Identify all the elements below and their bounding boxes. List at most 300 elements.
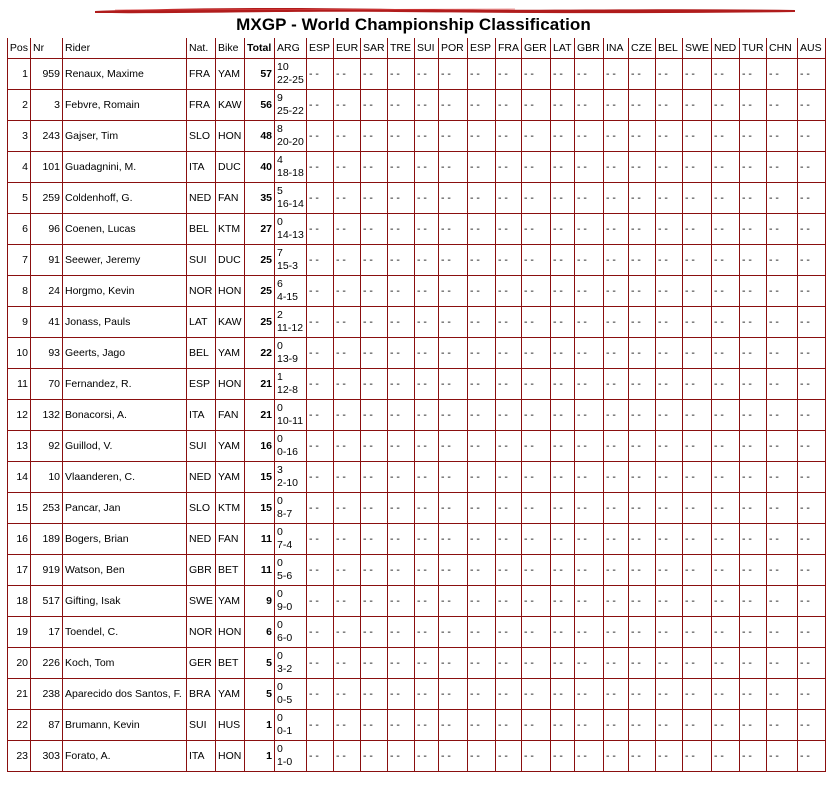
cell-gp-empty: - - bbox=[629, 586, 656, 617]
cell-total: 9 bbox=[245, 586, 275, 617]
col-header-gp[interactable]: SUI bbox=[415, 38, 439, 59]
cell-gp-empty: - - bbox=[575, 524, 604, 555]
cell-gp-empty: - - bbox=[307, 555, 334, 586]
cell-gp-empty: - - bbox=[683, 400, 712, 431]
cell-bike: KAW bbox=[216, 307, 245, 338]
arg-points: 8 bbox=[277, 123, 283, 135]
cell-bike: DUC bbox=[216, 245, 245, 276]
cell-gp-empty: - - bbox=[767, 555, 798, 586]
col-header-gp[interactable]: POR bbox=[439, 38, 468, 59]
cell-gp-empty: - - bbox=[575, 152, 604, 183]
col-header-gp[interactable]: SWE bbox=[683, 38, 712, 59]
cell-gp-empty: - - bbox=[767, 400, 798, 431]
cell-gp-empty: - - bbox=[388, 648, 415, 679]
cell-gp-empty: - - bbox=[604, 338, 629, 369]
cell-bike: HON bbox=[216, 276, 245, 307]
cell-gp-empty: - - bbox=[496, 276, 522, 307]
cell-gp-empty: - - bbox=[439, 276, 468, 307]
cell-gp-empty: - - bbox=[496, 617, 522, 648]
cell-gp-empty: - - bbox=[468, 555, 496, 586]
cell-gp-empty: - - bbox=[415, 586, 439, 617]
cell-pos: 23 bbox=[8, 741, 31, 772]
arg-points: 2 bbox=[277, 309, 283, 321]
cell-gp-empty: - - bbox=[468, 648, 496, 679]
cell-nat: NOR bbox=[187, 276, 216, 307]
cell-arg-result bbox=[275, 648, 307, 679]
cell-gp-empty: - - bbox=[629, 183, 656, 214]
cell-nat: NOR bbox=[187, 617, 216, 648]
col-header-gp[interactable]: INA bbox=[604, 38, 629, 59]
cell-nr: 70 bbox=[31, 369, 63, 400]
cell-gp-empty: - - bbox=[496, 431, 522, 462]
cell-gp-empty: - - bbox=[361, 121, 388, 152]
cell-total: 25 bbox=[245, 245, 275, 276]
table-row[interactable] bbox=[8, 121, 826, 152]
cell-gp-empty: - - bbox=[683, 462, 712, 493]
cell-gp-empty: - - bbox=[496, 679, 522, 710]
table-row[interactable] bbox=[8, 493, 826, 524]
cell-nat: NED bbox=[187, 183, 216, 214]
cell-nr: 303 bbox=[31, 741, 63, 772]
cell-arg-result bbox=[275, 90, 307, 121]
cell-gp-empty: - - bbox=[604, 648, 629, 679]
cell-total: 48 bbox=[245, 121, 275, 152]
arg-points: 6 bbox=[277, 278, 283, 290]
table-row[interactable] bbox=[8, 90, 826, 121]
cell-gp-empty: - - bbox=[712, 214, 740, 245]
cell-nr: 243 bbox=[31, 121, 63, 152]
cell-gp-empty: - - bbox=[468, 338, 496, 369]
cell-bike: YAM bbox=[216, 59, 245, 90]
table-row[interactable] bbox=[8, 276, 826, 307]
cell-nr: 24 bbox=[31, 276, 63, 307]
cell-nr: 91 bbox=[31, 245, 63, 276]
cell-gp-empty: - - bbox=[468, 400, 496, 431]
cell-gp-empty: - - bbox=[575, 741, 604, 772]
cell-total: 11 bbox=[245, 555, 275, 586]
cell-gp-empty: - - bbox=[767, 431, 798, 462]
col-header-pos[interactable]: Pos bbox=[8, 38, 31, 59]
col-header-gp[interactable]: CHN bbox=[767, 38, 798, 59]
table-row[interactable] bbox=[8, 245, 826, 276]
cell-gp-empty: - - bbox=[439, 338, 468, 369]
cell-gp-empty: - - bbox=[712, 152, 740, 183]
cell-gp-empty: - - bbox=[767, 741, 798, 772]
cell-gp-empty: - - bbox=[334, 741, 361, 772]
arg-points: 0 bbox=[277, 340, 283, 352]
cell-total: 35 bbox=[245, 183, 275, 214]
cell-gp-empty: - - bbox=[415, 493, 439, 524]
cell-gp-empty: - - bbox=[415, 400, 439, 431]
cell-gp-empty: - - bbox=[798, 276, 826, 307]
arg-race-results: 16-14 bbox=[277, 198, 304, 210]
cell-nr: 259 bbox=[31, 183, 63, 214]
cell-gp-empty: - - bbox=[415, 338, 439, 369]
cell-gp-empty: - - bbox=[798, 400, 826, 431]
arg-race-results: 25-22 bbox=[277, 105, 304, 117]
cell-nr: 92 bbox=[31, 431, 63, 462]
cell-gp-empty: - - bbox=[496, 710, 522, 741]
cell-gp-empty: - - bbox=[683, 59, 712, 90]
cell-gp-empty: - - bbox=[307, 276, 334, 307]
cell-gp-empty: - - bbox=[740, 493, 767, 524]
table-row[interactable] bbox=[8, 400, 826, 431]
cell-gp-empty: - - bbox=[361, 307, 388, 338]
table-row[interactable] bbox=[8, 586, 826, 617]
cell-rider: Renaux, Maxime bbox=[63, 59, 187, 90]
cell-gp-empty: - - bbox=[656, 400, 683, 431]
col-header-gp[interactable]: ESP bbox=[468, 38, 496, 59]
cell-gp-empty: - - bbox=[683, 493, 712, 524]
cell-gp-empty: - - bbox=[496, 524, 522, 555]
cell-gp-empty: - - bbox=[415, 121, 439, 152]
cell-arg-result bbox=[275, 214, 307, 245]
arg-points: 0 bbox=[277, 681, 283, 693]
cell-gp-empty: - - bbox=[767, 90, 798, 121]
col-header-nat[interactable]: Nat. bbox=[187, 38, 216, 59]
cell-gp-empty: - - bbox=[683, 276, 712, 307]
cell-gp-empty: - - bbox=[740, 431, 767, 462]
cell-pos: 3 bbox=[8, 121, 31, 152]
cell-pos: 13 bbox=[8, 431, 31, 462]
cell-pos: 14 bbox=[8, 462, 31, 493]
cell-gp-empty: - - bbox=[522, 152, 551, 183]
cell-rider: Aparecido dos Santos, F. bbox=[63, 679, 187, 710]
cell-gp-empty: - - bbox=[740, 524, 767, 555]
cell-gp-empty: - - bbox=[683, 431, 712, 462]
cell-gp-empty: - - bbox=[361, 462, 388, 493]
cell-gp-empty: - - bbox=[575, 369, 604, 400]
cell-gp-empty: - - bbox=[683, 710, 712, 741]
cell-gp-empty: - - bbox=[656, 338, 683, 369]
cell-nat: ITA bbox=[187, 741, 216, 772]
col-header-gp[interactable]: BEL bbox=[656, 38, 683, 59]
cell-bike: YAM bbox=[216, 431, 245, 462]
cell-arg-result bbox=[275, 338, 307, 369]
cell-gp-empty: - - bbox=[496, 493, 522, 524]
cell-gp-empty: - - bbox=[522, 90, 551, 121]
cell-nat: SLO bbox=[187, 493, 216, 524]
cell-gp-empty: - - bbox=[522, 245, 551, 276]
cell-gp-empty: - - bbox=[712, 245, 740, 276]
cell-gp-empty: - - bbox=[496, 400, 522, 431]
cell-bike: YAM bbox=[216, 338, 245, 369]
cell-gp-empty: - - bbox=[522, 121, 551, 152]
cell-gp-empty: - - bbox=[334, 59, 361, 90]
cell-gp-empty: - - bbox=[656, 493, 683, 524]
cell-gp-empty: - - bbox=[307, 307, 334, 338]
table-row[interactable] bbox=[8, 710, 826, 741]
cell-gp-empty: - - bbox=[388, 493, 415, 524]
cell-gp-empty: - - bbox=[522, 710, 551, 741]
cell-rider: Coenen, Lucas bbox=[63, 214, 187, 245]
cell-gp-empty: - - bbox=[798, 586, 826, 617]
cell-gp-empty: - - bbox=[656, 121, 683, 152]
cell-gp-empty: - - bbox=[361, 741, 388, 772]
col-header-gp[interactable]: FRA bbox=[496, 38, 522, 59]
cell-gp-empty: - - bbox=[468, 524, 496, 555]
cell-gp-empty: - - bbox=[551, 183, 575, 214]
cell-gp-empty: - - bbox=[551, 214, 575, 245]
cell-gp-empty: - - bbox=[334, 617, 361, 648]
table-row[interactable] bbox=[8, 183, 826, 214]
cell-gp-empty: - - bbox=[361, 183, 388, 214]
cell-gp-empty: - - bbox=[307, 152, 334, 183]
cell-gp-empty: - - bbox=[740, 555, 767, 586]
cell-gp-empty: - - bbox=[656, 276, 683, 307]
col-header-total[interactable]: Total bbox=[245, 38, 275, 59]
cell-total: 15 bbox=[245, 462, 275, 493]
cell-nr: 919 bbox=[31, 555, 63, 586]
cell-gp-empty: - - bbox=[361, 59, 388, 90]
cell-gp-empty: - - bbox=[656, 90, 683, 121]
cell-pos: 21 bbox=[8, 679, 31, 710]
cell-gp-empty: - - bbox=[334, 555, 361, 586]
cell-gp-empty: - - bbox=[439, 524, 468, 555]
cell-total: 21 bbox=[245, 400, 275, 431]
cell-gp-empty: - - bbox=[604, 555, 629, 586]
cell-gp-empty: - - bbox=[575, 338, 604, 369]
cell-gp-empty: - - bbox=[767, 152, 798, 183]
arg-race-results: 13-9 bbox=[277, 353, 299, 365]
arg-race-results: 9-0 bbox=[277, 601, 293, 613]
cell-gp-empty: - - bbox=[629, 617, 656, 648]
col-header-gp[interactable]: EUR bbox=[334, 38, 361, 59]
cell-gp-empty: - - bbox=[388, 617, 415, 648]
cell-nr: 87 bbox=[31, 710, 63, 741]
arg-race-results: 7-4 bbox=[277, 539, 293, 551]
cell-gp-empty: - - bbox=[740, 245, 767, 276]
col-header-nr[interactable]: Nr bbox=[31, 38, 63, 59]
cell-arg-result bbox=[275, 121, 307, 152]
cell-gp-empty: - - bbox=[388, 245, 415, 276]
table-row[interactable] bbox=[8, 462, 826, 493]
cell-gp-empty: - - bbox=[683, 524, 712, 555]
cell-gp-empty: - - bbox=[629, 90, 656, 121]
cell-nat: SWE bbox=[187, 586, 216, 617]
col-header-gp[interactable]: GBR bbox=[575, 38, 604, 59]
cell-nat: GER bbox=[187, 648, 216, 679]
cell-gp-empty: - - bbox=[468, 493, 496, 524]
cell-gp-empty: - - bbox=[496, 338, 522, 369]
cell-gp-empty: - - bbox=[415, 307, 439, 338]
cell-gp-empty: - - bbox=[388, 276, 415, 307]
col-header-gp[interactable]: ESP bbox=[307, 38, 334, 59]
cell-gp-empty: - - bbox=[683, 152, 712, 183]
cell-bike: YAM bbox=[216, 586, 245, 617]
cell-gp-empty: - - bbox=[767, 121, 798, 152]
cell-gp-empty: - - bbox=[551, 493, 575, 524]
cell-gp-empty: - - bbox=[439, 307, 468, 338]
cell-gp-empty: - - bbox=[656, 679, 683, 710]
cell-gp-empty: - - bbox=[740, 741, 767, 772]
cell-gp-empty: - - bbox=[712, 183, 740, 214]
cell-total: 25 bbox=[245, 276, 275, 307]
cell-total: 56 bbox=[245, 90, 275, 121]
cell-gp-empty: - - bbox=[798, 59, 826, 90]
col-header-gp[interactable]: SAR bbox=[361, 38, 388, 59]
col-header-gp[interactable]: CZE bbox=[629, 38, 656, 59]
cell-gp-empty: - - bbox=[468, 90, 496, 121]
cell-nat: FRA bbox=[187, 59, 216, 90]
cell-gp-empty: - - bbox=[496, 741, 522, 772]
cell-gp-empty: - - bbox=[468, 710, 496, 741]
col-header-gp[interactable]: LAT bbox=[551, 38, 575, 59]
cell-arg-result bbox=[275, 183, 307, 214]
cell-arg-result bbox=[275, 524, 307, 555]
cell-gp-empty: - - bbox=[361, 338, 388, 369]
cell-rider: Guadagnini, M. bbox=[63, 152, 187, 183]
cell-gp-empty: - - bbox=[388, 307, 415, 338]
col-header-gp[interactable]: TRE bbox=[388, 38, 415, 59]
cell-total: 5 bbox=[245, 648, 275, 679]
table-row[interactable] bbox=[8, 214, 826, 245]
cell-gp-empty: - - bbox=[629, 648, 656, 679]
cell-gp-empty: - - bbox=[798, 152, 826, 183]
cell-gp-empty: - - bbox=[439, 648, 468, 679]
arg-race-results: 22-25 bbox=[277, 74, 304, 86]
table-header-row bbox=[8, 38, 826, 59]
arg-points: 0 bbox=[277, 557, 283, 569]
cell-gp-empty: - - bbox=[468, 276, 496, 307]
cell-gp-empty: - - bbox=[307, 586, 334, 617]
cell-arg-result bbox=[275, 152, 307, 183]
cell-gp-empty: - - bbox=[522, 679, 551, 710]
cell-gp-empty: - - bbox=[522, 493, 551, 524]
cell-gp-empty: - - bbox=[575, 710, 604, 741]
arg-points: 0 bbox=[277, 650, 283, 662]
col-header-gp[interactable]: NED bbox=[712, 38, 740, 59]
cell-nat: GBR bbox=[187, 555, 216, 586]
cell-gp-empty: - - bbox=[468, 462, 496, 493]
cell-gp-empty: - - bbox=[575, 555, 604, 586]
cell-rider: Brumann, Kevin bbox=[63, 710, 187, 741]
cell-gp-empty: - - bbox=[575, 183, 604, 214]
cell-gp-empty: - - bbox=[361, 710, 388, 741]
cell-gp-empty: - - bbox=[307, 338, 334, 369]
cell-gp-empty: - - bbox=[767, 59, 798, 90]
arg-race-results: 18-18 bbox=[277, 167, 304, 179]
col-header-arg[interactable]: ARG bbox=[275, 38, 307, 59]
cell-gp-empty: - - bbox=[575, 245, 604, 276]
cell-nat: SUI bbox=[187, 431, 216, 462]
table-row[interactable] bbox=[8, 369, 826, 400]
table-row[interactable] bbox=[8, 648, 826, 679]
cell-rider: Gajser, Tim bbox=[63, 121, 187, 152]
cell-gp-empty: - - bbox=[798, 493, 826, 524]
cell-gp-empty: - - bbox=[683, 214, 712, 245]
arg-race-results: 2-10 bbox=[277, 477, 299, 489]
table-row[interactable] bbox=[8, 555, 826, 586]
cell-pos: 5 bbox=[8, 183, 31, 214]
cell-gp-empty: - - bbox=[551, 555, 575, 586]
cell-gp-empty: - - bbox=[575, 431, 604, 462]
col-header-bike[interactable]: Bike bbox=[216, 38, 245, 59]
cell-nr: 17 bbox=[31, 617, 63, 648]
cell-gp-empty: - - bbox=[439, 59, 468, 90]
table-row[interactable] bbox=[8, 524, 826, 555]
cell-gp-empty: - - bbox=[575, 121, 604, 152]
table-row[interactable] bbox=[8, 152, 826, 183]
cell-gp-empty: - - bbox=[712, 369, 740, 400]
cell-gp-empty: - - bbox=[415, 431, 439, 462]
table-row[interactable] bbox=[8, 59, 826, 90]
cell-arg-result bbox=[275, 741, 307, 772]
cell-gp-empty: - - bbox=[798, 679, 826, 710]
cell-gp-empty: - - bbox=[604, 59, 629, 90]
cell-gp-empty: - - bbox=[334, 245, 361, 276]
col-header-gp[interactable]: AUS bbox=[798, 38, 826, 59]
arg-race-results: 0-1 bbox=[277, 725, 293, 737]
classification-table bbox=[7, 38, 826, 772]
cell-gp-empty: - - bbox=[334, 307, 361, 338]
cell-gp-empty: - - bbox=[388, 586, 415, 617]
table-row[interactable] bbox=[8, 431, 826, 462]
table-row[interactable] bbox=[8, 338, 826, 369]
table-row[interactable] bbox=[8, 307, 826, 338]
cell-gp-empty: - - bbox=[415, 710, 439, 741]
cell-arg-result bbox=[275, 400, 307, 431]
cell-gp-empty: - - bbox=[683, 617, 712, 648]
cell-rider: Forato, A. bbox=[63, 741, 187, 772]
cell-gp-empty: - - bbox=[522, 400, 551, 431]
table-row[interactable] bbox=[8, 617, 826, 648]
col-header-rider[interactable]: Rider bbox=[63, 38, 187, 59]
cell-gp-empty: - - bbox=[712, 586, 740, 617]
cell-gp-empty: - - bbox=[712, 679, 740, 710]
cell-gp-empty: - - bbox=[522, 214, 551, 245]
cell-gp-empty: - - bbox=[683, 555, 712, 586]
cell-gp-empty: - - bbox=[496, 648, 522, 679]
table-row[interactable] bbox=[8, 679, 826, 710]
col-header-gp[interactable]: GER bbox=[522, 38, 551, 59]
cell-gp-empty: - - bbox=[496, 183, 522, 214]
cell-total: 11 bbox=[245, 524, 275, 555]
cell-gp-empty: - - bbox=[604, 400, 629, 431]
cell-nr: 41 bbox=[31, 307, 63, 338]
cell-gp-empty: - - bbox=[575, 276, 604, 307]
arg-race-results: 15-3 bbox=[277, 260, 299, 272]
cell-gp-empty: - - bbox=[798, 431, 826, 462]
cell-rider: Fernandez, R. bbox=[63, 369, 187, 400]
cell-gp-empty: - - bbox=[604, 121, 629, 152]
cell-bike: KAW bbox=[216, 90, 245, 121]
cell-gp-empty: - - bbox=[415, 276, 439, 307]
cell-gp-empty: - - bbox=[712, 338, 740, 369]
cell-gp-empty: - - bbox=[683, 369, 712, 400]
arg-points: 5 bbox=[277, 185, 283, 197]
cell-gp-empty: - - bbox=[767, 524, 798, 555]
cell-gp-empty: - - bbox=[604, 431, 629, 462]
cell-arg-result bbox=[275, 555, 307, 586]
cell-gp-empty: - - bbox=[767, 276, 798, 307]
cell-gp-empty: - - bbox=[361, 586, 388, 617]
col-header-gp[interactable]: TUR bbox=[740, 38, 767, 59]
cell-gp-empty: - - bbox=[656, 214, 683, 245]
cell-nr: 517 bbox=[31, 586, 63, 617]
cell-gp-empty: - - bbox=[468, 586, 496, 617]
cell-gp-empty: - - bbox=[604, 524, 629, 555]
cell-gp-empty: - - bbox=[334, 586, 361, 617]
cell-bike: KTM bbox=[216, 214, 245, 245]
cell-nr: 101 bbox=[31, 152, 63, 183]
cell-nat: SUI bbox=[187, 710, 216, 741]
cell-arg-result bbox=[275, 307, 307, 338]
cell-gp-empty: - - bbox=[712, 741, 740, 772]
cell-bike: FAN bbox=[216, 524, 245, 555]
cell-nr: 96 bbox=[31, 214, 63, 245]
table-row[interactable] bbox=[8, 741, 826, 772]
